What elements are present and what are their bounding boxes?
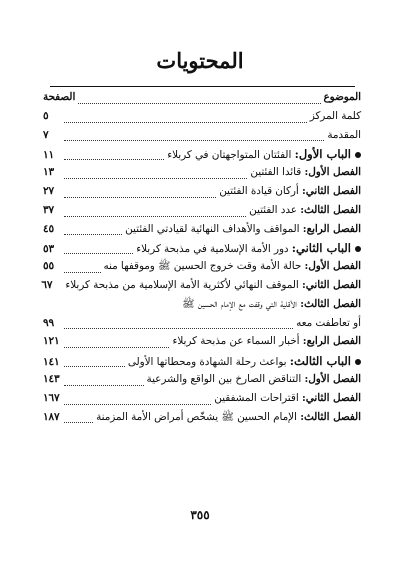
entry-label bbox=[147, 373, 361, 385]
toc-entry bbox=[43, 204, 361, 223]
section-heading: الفصل الثالث: bbox=[300, 297, 361, 310]
toc-entry bbox=[43, 129, 361, 148]
dot-leader bbox=[64, 178, 247, 179]
chapter-entry bbox=[43, 147, 361, 166]
toc-entries bbox=[43, 110, 361, 430]
toc-entry bbox=[43, 223, 361, 242]
section-heading: الفصل الثالث: bbox=[300, 410, 361, 423]
entry-page-number: ٥٥ bbox=[43, 260, 55, 273]
entry-title: حالة الأمة وقت خروج الحسين ﷺ وموقفها منه bbox=[103, 260, 305, 273]
toc-entry bbox=[43, 317, 361, 336]
entry-title: أركان قيادة الفئتين bbox=[219, 184, 302, 197]
entry-title: المواقف والأهداف النهائية لقيادتي الفئتين bbox=[125, 222, 303, 235]
bullet-icon bbox=[355, 152, 361, 158]
dot-leader bbox=[64, 140, 324, 141]
entry-label bbox=[182, 298, 361, 313]
dot-leader bbox=[64, 404, 211, 405]
entry-label bbox=[296, 317, 361, 329]
bullet-icon bbox=[355, 359, 361, 365]
page-number: ٣٥٥ bbox=[190, 508, 210, 522]
entry-page-number: ١٨٧ bbox=[43, 410, 60, 423]
entry-page-number: ١٢١ bbox=[43, 335, 60, 348]
entry-label bbox=[167, 147, 361, 161]
entry-page-number: ٦٧ bbox=[41, 278, 53, 291]
entry-page-number: ٤٥ bbox=[43, 222, 55, 235]
entry-title: الأقلية التي وقفت مع الإمام الحسين ﷺ bbox=[182, 297, 301, 310]
entry-label bbox=[104, 260, 361, 275]
dot-leader bbox=[64, 366, 125, 367]
page-column-header: الصفحة bbox=[43, 91, 76, 103]
subject-column-header: الموضوع bbox=[323, 91, 361, 103]
entry-label bbox=[128, 354, 361, 368]
entry-title: الموقف النهائي لأكثرية الأمة الإسلامية من مذبحة كربلاء bbox=[65, 278, 302, 291]
toc-entry bbox=[43, 185, 361, 204]
entry-page-number: ٧ bbox=[43, 128, 49, 141]
entry-label bbox=[125, 223, 361, 235]
dot-leader bbox=[64, 328, 293, 329]
page-title: المحتويات bbox=[156, 48, 244, 73]
toc-entry bbox=[43, 298, 361, 317]
section-heading: الفصل الرابع: bbox=[302, 222, 361, 235]
entry-label bbox=[65, 279, 361, 291]
entry-label bbox=[214, 392, 361, 404]
entry-page-number: ٥٣ bbox=[43, 243, 55, 256]
entry-page-number: ١٤١ bbox=[43, 356, 60, 369]
entry-title: بواعث رحلة الشهادة ومحطاتها الأولى bbox=[127, 356, 290, 369]
entry-title: التناقض الصارخ بين الواقع والشرعية bbox=[146, 372, 305, 385]
section-heading: الفصل الأول: bbox=[304, 260, 361, 273]
entry-title: أو تعاطفت معه bbox=[296, 316, 361, 329]
entry-page-number: ١٦٧ bbox=[43, 391, 60, 404]
entry-label bbox=[219, 185, 361, 197]
bullet-icon bbox=[355, 246, 361, 252]
chapter-heading: الباب الثاني: bbox=[291, 241, 351, 256]
entry-label bbox=[310, 110, 361, 122]
entry-label bbox=[96, 411, 361, 426]
entry-page-number: ١٣ bbox=[43, 166, 55, 179]
title-underline bbox=[50, 86, 355, 87]
section-heading: الفصل الثاني: bbox=[301, 391, 361, 404]
entry-label bbox=[136, 241, 361, 255]
entry-label bbox=[249, 204, 361, 216]
section-heading: الفصل الثاني: bbox=[301, 278, 361, 291]
entry-page-number: ٢٧ bbox=[43, 184, 55, 197]
dot-leader bbox=[64, 234, 122, 235]
dot-leader bbox=[78, 103, 320, 104]
entry-title: قائدا الفئتين bbox=[250, 166, 305, 179]
toc-entry bbox=[43, 373, 361, 392]
entry-page-number: ٣٧ bbox=[43, 203, 55, 216]
entry-title: دور الأمة الإسلامية في مذبحة كربلاء bbox=[136, 243, 292, 256]
dot-leader bbox=[64, 216, 246, 217]
entry-page-number: ٩٩ bbox=[43, 316, 55, 329]
toc-entry bbox=[43, 279, 361, 298]
entry-page-number: ١١ bbox=[43, 149, 55, 162]
chapter-entry bbox=[43, 354, 361, 373]
dot-leader bbox=[64, 272, 101, 273]
table-of-contents bbox=[43, 91, 361, 429]
toc-entry bbox=[43, 110, 361, 129]
section-heading: الفصل الأول: bbox=[304, 372, 361, 385]
entry-page-number: ١٤٣ bbox=[43, 372, 60, 385]
toc-entry bbox=[43, 392, 361, 411]
entry-page-number: ٥ bbox=[43, 109, 49, 122]
entry-label bbox=[172, 335, 361, 347]
entry-title: الفئتان المتواجهتان في كربلاء bbox=[167, 149, 295, 162]
entry-label bbox=[250, 166, 361, 178]
dot-leader bbox=[64, 385, 144, 386]
section-heading: الفصل الرابع: bbox=[302, 335, 361, 348]
entry-title: المقدمة bbox=[327, 128, 361, 141]
toc-entry bbox=[43, 411, 361, 430]
entry-title: اقتراحات المشفقين bbox=[214, 391, 302, 404]
chapter-heading: الباب الثالث: bbox=[289, 354, 351, 369]
section-heading: الفصل الثاني: bbox=[301, 184, 361, 197]
toc-entry bbox=[43, 260, 361, 279]
chapter-entry bbox=[43, 241, 361, 260]
section-heading: الفصل الثالث: bbox=[300, 203, 361, 216]
dot-leader bbox=[64, 253, 133, 254]
dot-leader bbox=[64, 197, 216, 198]
entry-title: عدد الفئتين bbox=[249, 203, 301, 216]
toc-entry bbox=[43, 166, 361, 185]
dot-leader bbox=[64, 422, 93, 423]
entry-title: كلمة المركز bbox=[309, 109, 361, 122]
toc-header-row bbox=[43, 91, 361, 110]
dot-leader bbox=[64, 122, 307, 123]
chapter-heading: الباب الأول: bbox=[294, 147, 351, 162]
entry-title: الإمام الحسين ﷺ يشخّص أمراض الأمة المزمنة bbox=[96, 410, 301, 423]
toc-entry bbox=[43, 335, 361, 354]
entry-label bbox=[327, 129, 361, 141]
dot-leader bbox=[64, 159, 164, 160]
dot-leader bbox=[64, 347, 169, 348]
section-heading: الفصل الأول: bbox=[304, 166, 361, 179]
entry-title: أخبار السماء عن مذبحة كربلاء bbox=[172, 335, 303, 348]
